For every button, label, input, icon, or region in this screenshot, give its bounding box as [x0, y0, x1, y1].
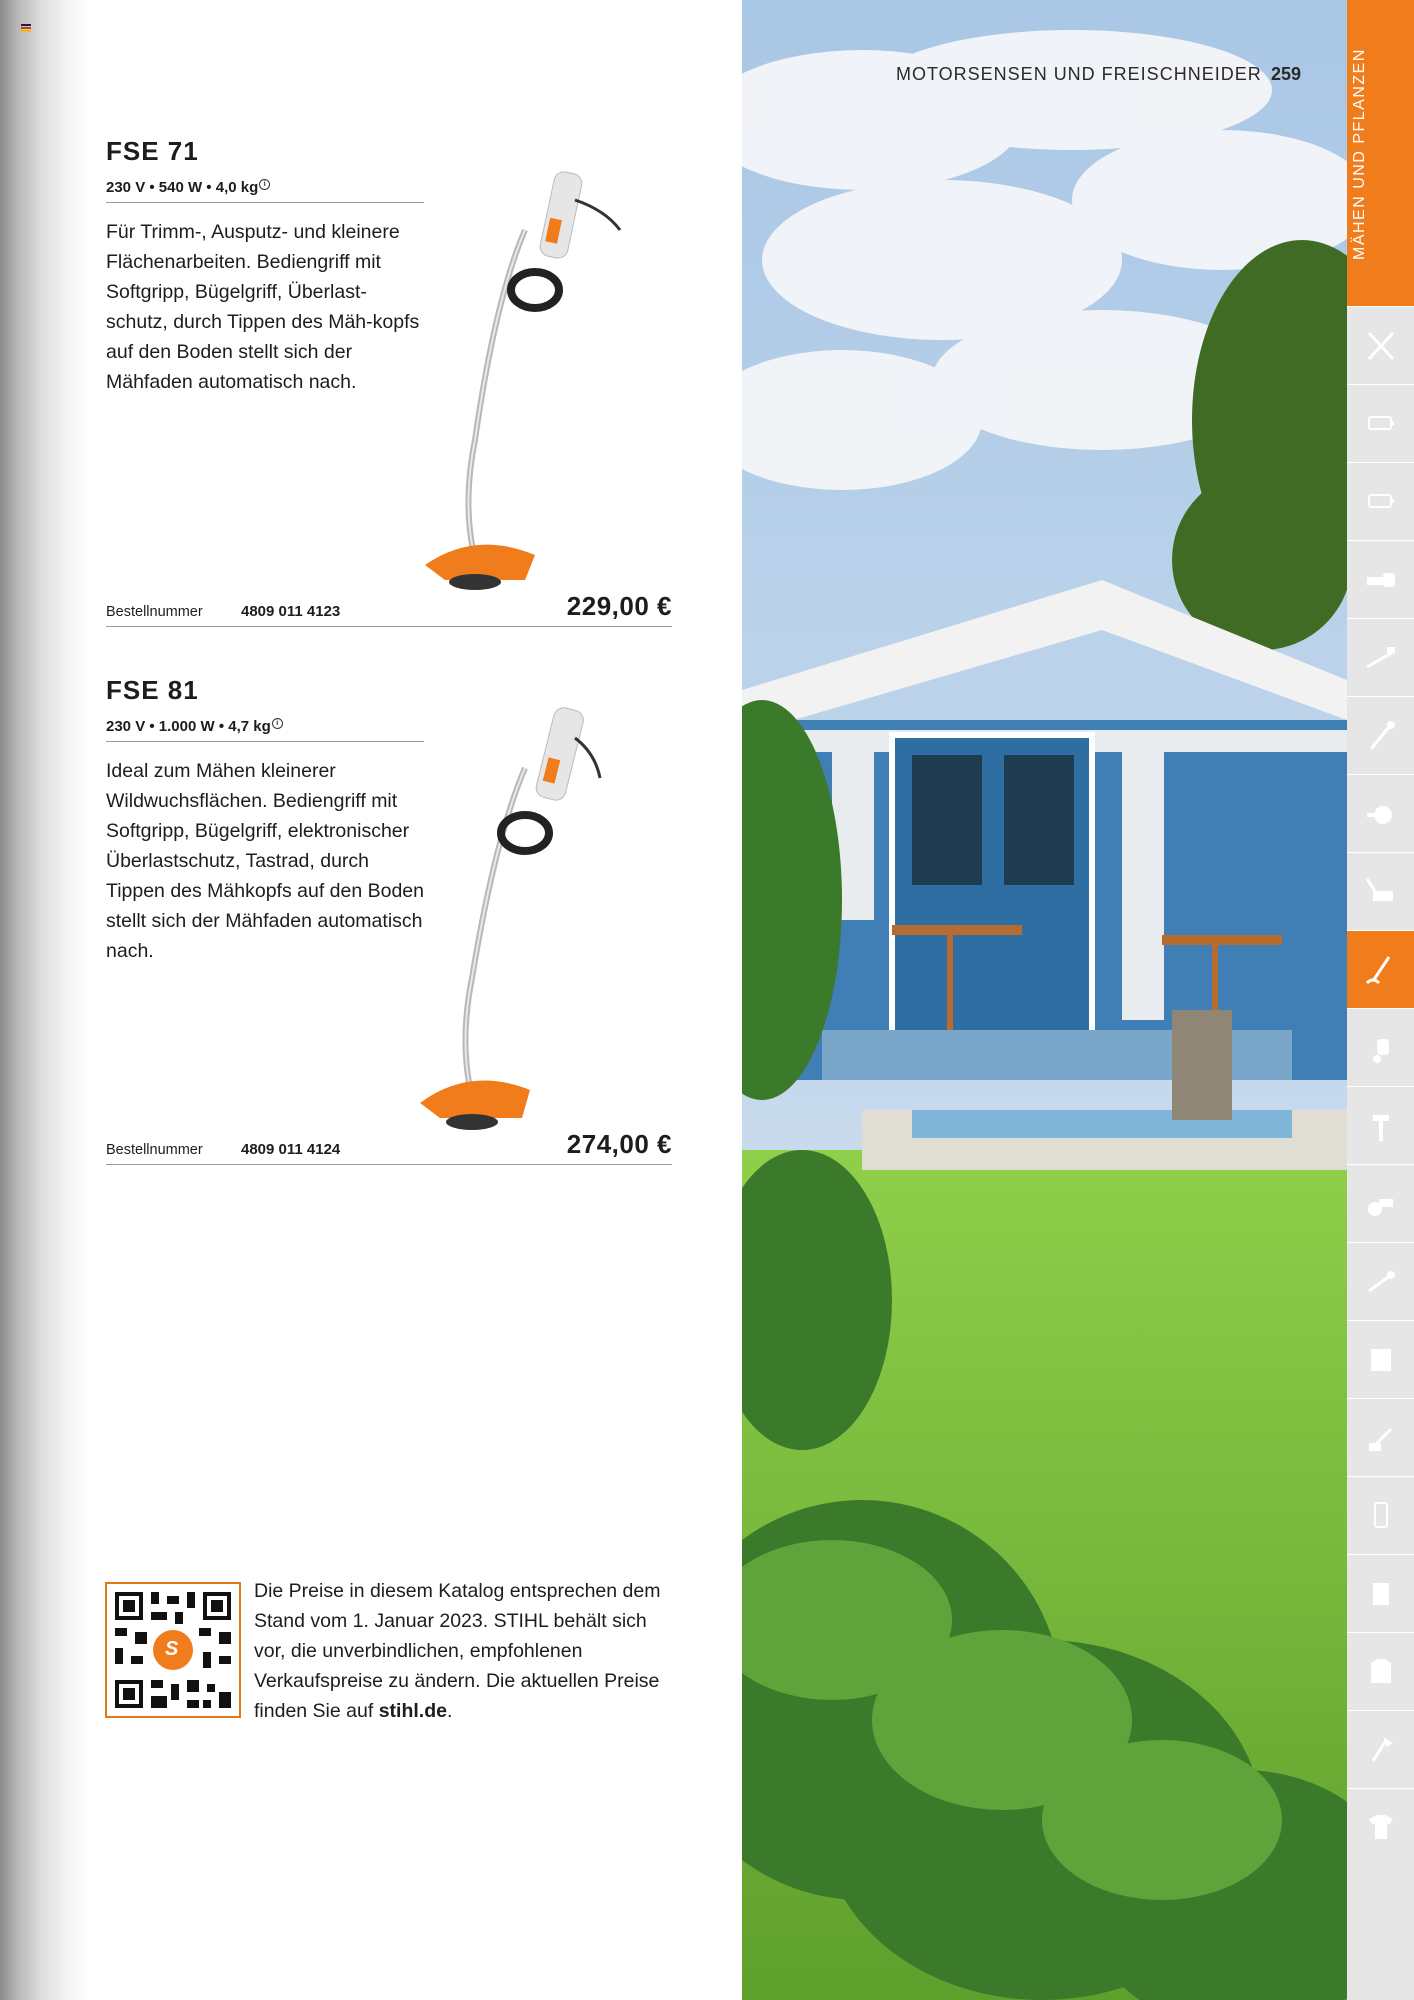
category-tab[interactable] — [1347, 1632, 1414, 1711]
sweeper-icon — [1365, 1421, 1397, 1455]
section-header: MOTORSENSEN UND FREISCHNEIDER — [896, 64, 1262, 84]
product-specs: 230 V • 540 W • 4,0 kg i — [106, 179, 424, 203]
cleaning-icon — [1365, 1265, 1397, 1299]
cut-off-saw-icon — [1365, 1187, 1397, 1221]
category-tab[interactable] — [1347, 1086, 1414, 1165]
blower-icon — [1365, 797, 1397, 831]
product-title: FSE 71 — [106, 136, 199, 166]
grass-trimmer-icon — [1365, 953, 1397, 987]
category-tab[interactable] — [1347, 1008, 1414, 1087]
category-tab[interactable] — [1347, 540, 1414, 619]
tools-cross-icon — [1365, 329, 1397, 363]
price-note: Die Preise in diesem Katalog entsprechen dem Stand vom 1. Januar 2023. STIHL behält sich vor, die unverbindlichen, empfohlenen Verkaufspreise zu ändern. Die aktuellen Preise finden Sie auf stihl.de. — [254, 1580, 661, 1722]
stihl-link[interactable]: stihl.de — [378, 1700, 447, 1722]
jacket-icon — [1365, 1655, 1397, 1689]
stihl-logo-icon: S — [165, 1638, 179, 1660]
flag-icon — [21, 24, 31, 31]
product-description: Für Trimm-, Ausputz- und kleinere Flächenarbeiten. Bediengriff mit Softgripp, Bügelgriff, Überlast-schutz, durch Tippen des Mäh-kopfs auf den Boden stellt sich der Mähfaden automatisch nach. — [106, 221, 420, 393]
trimmer-image — [415, 160, 645, 600]
axe-icon — [1365, 1733, 1397, 1767]
product-price: 274,00 € — [566, 1129, 672, 1159]
tshirt-icon — [1365, 1811, 1397, 1845]
category-tab[interactable] — [1347, 1476, 1414, 1555]
category-tab[interactable] — [1347, 306, 1414, 385]
category-tab[interactable] — [1347, 1398, 1414, 1477]
battery-icon — [1365, 485, 1397, 519]
category-tab[interactable] — [1347, 462, 1414, 541]
category-tab-bar — [1347, 0, 1414, 2000]
category-tab[interactable] — [1347, 384, 1414, 463]
order-label: Bestellnummer — [106, 604, 203, 620]
order-row — [106, 1126, 672, 1165]
qr-code[interactable] — [105, 1582, 241, 1718]
category-tab[interactable] — [1347, 1164, 1414, 1243]
product-specs: 230 V • 1.000 W • 4,7 kg i — [106, 718, 424, 742]
category-tab[interactable] — [1347, 1554, 1414, 1633]
hedge-trimmer-icon — [1365, 719, 1397, 753]
pole-saw-icon — [1365, 641, 1397, 675]
category-tab[interactable] — [1347, 696, 1414, 775]
product-price: 229,00 € — [566, 591, 672, 621]
order-label: Bestellnummer — [106, 1142, 203, 1158]
page-number: 259 — [1271, 64, 1302, 84]
info-icon[interactable]: i — [272, 718, 283, 729]
category-tab[interactable] — [1347, 774, 1414, 853]
battery-icon — [1365, 407, 1397, 441]
product-title: FSE 81 — [106, 675, 199, 705]
garden-photo — [742, 0, 1347, 2000]
category-tab[interactable] — [1347, 1320, 1414, 1399]
tab-maehen-und-pflanzen[interactable]: MÄHEN UND PFLANZEN — [1347, 0, 1414, 306]
category-tab[interactable] — [1347, 1710, 1414, 1789]
product-description: Ideal zum Mähen kleinerer Wildwuchsflächen. Bediengriff mit Softgripp, Bügelgriff, elektronischer Überlastschutz, Tastrad, durch Tippen des Mähkopfs auf den Boden stellt sich der Mähfaden automatisch nach. — [106, 760, 424, 962]
lawn-mower-icon — [1365, 875, 1397, 909]
clipboard-icon — [1365, 1577, 1397, 1611]
chainsaw-icon — [1365, 563, 1397, 597]
order-row — [106, 588, 672, 627]
info-icon[interactable]: i — [259, 179, 270, 190]
category-tab[interactable] — [1347, 1242, 1414, 1321]
category-tab[interactable] — [1347, 1788, 1414, 1867]
order-number: 4809 011 4124 — [241, 1141, 341, 1158]
book-spine-shadow — [0, 0, 90, 2000]
category-tab[interactable] — [1347, 852, 1414, 931]
earth-auger-icon — [1365, 1109, 1397, 1143]
smartphone-icon — [1365, 1499, 1397, 1533]
category-tab[interactable] — [1347, 618, 1414, 697]
category-tab[interactable] — [1347, 930, 1414, 1009]
trimmer-image — [410, 698, 640, 1138]
order-number: 4809 011 4123 — [241, 603, 341, 620]
sprayer-icon — [1365, 1031, 1397, 1065]
shredder-icon — [1365, 1343, 1397, 1377]
